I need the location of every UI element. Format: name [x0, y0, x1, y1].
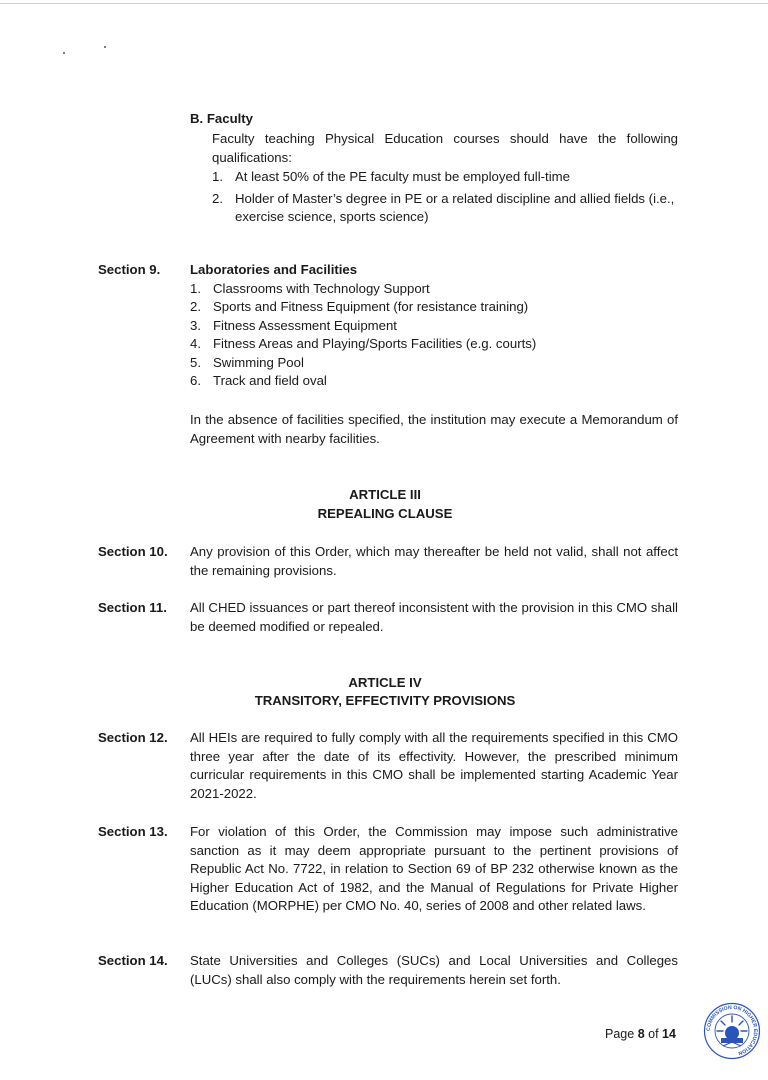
list-text: Track and field oval	[213, 373, 327, 388]
list-item	[190, 317, 678, 336]
seal-text: COMMISSION ON HIGHER EDUCATION	[705, 1004, 759, 1056]
list-item	[190, 298, 678, 317]
section-12-text: All HEIs are required to fully comply with all the requirements specified in this CMO three year after the date of its effectivity. However, the prescribed minimum curricular requirements in this CMO shall be implemented starting Academic Year 2021-2022.	[190, 730, 678, 801]
ched-seal-icon	[703, 1002, 761, 1060]
list-item	[212, 168, 678, 187]
list-item	[212, 190, 678, 227]
section-11-text: All CHED issuances or part thereof inconsistent with the provision in this CMO shall be deemed modified or repealed.	[190, 600, 678, 634]
article-4-number: ARTICLE IV	[348, 675, 422, 690]
page-number	[605, 1025, 676, 1044]
article-4-title: TRANSITORY, EFFECTIVITY PROVISIONS	[254, 693, 516, 708]
article-3-number: ARTICLE III	[349, 487, 421, 502]
list-text: Fitness Assessment Equipment	[213, 317, 397, 333]
list-number: 4.	[190, 336, 201, 351]
article-3-title: REPEALING CLAUSE	[317, 506, 453, 521]
section-9-title: Laboratories and Facilities	[190, 262, 358, 277]
section-13-text: For violation of this Order, the Commission may impose such administrative sanction as it may deem appropriate pursuant to the pertinent provisions of Republic Act No. 7722, in relation to Section 69 of BP 232 otherwise known as the Higher Education Act of 1982, and the Manual of Regulations for Private Higher Education (MORPHE) per CMO No. 40, series of 2008 and other related laws.	[190, 824, 678, 913]
list-item	[190, 335, 678, 354]
list-number: 3.	[190, 317, 201, 333]
list-item	[190, 280, 678, 299]
faculty-block	[212, 130, 678, 227]
section-12-label: Section 12.	[98, 730, 168, 745]
section-9-note: In the absence of facilities specified, the institution may execute a Memorandum of Agreement with nearby facilities.	[190, 412, 678, 446]
section-14-text: State Universities and Colleges (SUCs) and Local Universities and Colleges (LUCs) shall also comply with the requirements herein set forth.	[190, 953, 678, 987]
list-number: 6.	[190, 373, 201, 388]
scan-speck	[63, 52, 65, 54]
list-text: Sports and Fitness Equipment (for resistance training)	[213, 299, 529, 314]
list-item	[190, 372, 678, 391]
list-text: At least 50% of the PE faculty must be employed full-time	[235, 169, 570, 184]
page-current: 8	[637, 1027, 645, 1041]
list-number: 2.	[212, 190, 223, 206]
list-item	[190, 354, 678, 373]
section-11-label: Section 11.	[98, 600, 167, 615]
section-13-label: Section 13.	[98, 824, 168, 839]
scan-speck	[104, 46, 106, 48]
page-total: 14	[662, 1027, 676, 1041]
section-10-text: Any provision of this Order, which may thereafter be held not valid, shall not affect the remaining provisions.	[190, 544, 678, 578]
faculty-list	[212, 168, 678, 227]
facilities-list	[190, 280, 678, 391]
list-number: 1.	[190, 280, 201, 296]
list-text: Holder of Master’s degree in PE or a related discipline and allied fields (i.e., exercise science, sports science)	[235, 190, 675, 224]
page-top-edge	[0, 3, 768, 4]
section-14-label: Section 14.	[98, 953, 168, 968]
faculty-heading: B. Faculty	[190, 111, 254, 126]
list-number: 2.	[190, 299, 201, 314]
section-10-label: Section 10.	[98, 544, 168, 559]
of-word: of	[648, 1027, 659, 1041]
list-text: Fitness Areas and Playing/Sports Facilities (e.g. courts)	[213, 336, 537, 351]
list-number: 5.	[190, 354, 201, 370]
section-9-body	[190, 261, 678, 391]
list-text: Classrooms with Technology Support	[213, 280, 430, 296]
list-number: 1.	[212, 169, 223, 184]
section-9-label: Section 9.	[98, 262, 161, 277]
list-text: Swimming Pool	[213, 354, 304, 370]
page-word: Page	[605, 1027, 635, 1041]
faculty-intro: Faculty teaching Physical Education courses should have the following qualifications:	[212, 131, 678, 165]
